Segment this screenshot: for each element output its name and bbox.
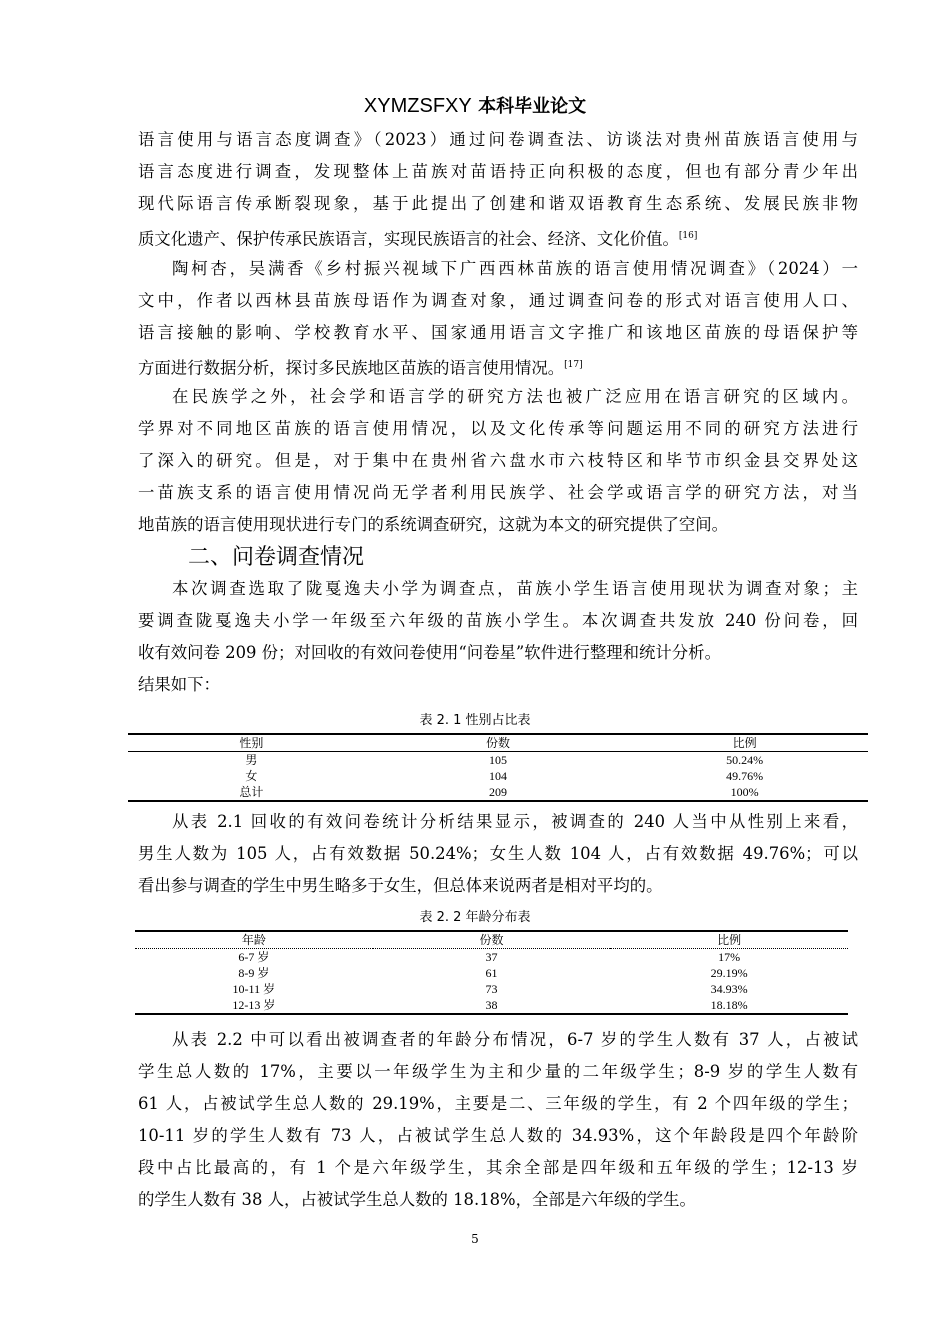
paragraph-line bbox=[172, 1028, 858, 1052]
table-cell: 209 bbox=[488, 785, 507, 799]
paragraph-line bbox=[138, 481, 858, 505]
paragraph-line bbox=[138, 1156, 858, 1180]
table-header: 份数 bbox=[375, 734, 622, 752]
table-cell: 18.18% bbox=[710, 998, 748, 1012]
line-text: 文中，作者以西林县苗族母语作为调查对象，通过调查问卷的形式对语言使用人口、 bbox=[138, 291, 858, 310]
paragraph-line bbox=[138, 160, 858, 184]
table-header: 性别 bbox=[128, 734, 375, 752]
line-text: 方面进行数据分析，探讨多民族地区苗族的语言使用情况。 bbox=[138, 358, 565, 378]
table-cell: 17% bbox=[718, 950, 741, 964]
paragraph-line bbox=[138, 1060, 858, 1084]
table-cell: 34.93% bbox=[710, 982, 748, 996]
gender-table bbox=[128, 733, 868, 802]
paragraph-line bbox=[138, 1188, 858, 1212]
table-cell: 38 bbox=[485, 998, 498, 1012]
table-row bbox=[135, 981, 848, 997]
table-header: 份数 bbox=[373, 931, 611, 949]
line-text: 10-11 岁的学生人数有 73 人，占被试学生总人数的 34.93%，这个年龄段是四个年龄阶 bbox=[138, 1126, 858, 1145]
paragraph-line bbox=[138, 321, 858, 345]
paragraph-line bbox=[138, 609, 858, 633]
table-cell: 61 bbox=[485, 966, 498, 980]
age-table bbox=[135, 930, 848, 1015]
table-row bbox=[128, 752, 868, 769]
table-row bbox=[135, 949, 848, 966]
paragraph-line bbox=[138, 1124, 858, 1148]
line-text: 段中占比最高的，有 1 个是六年级学生，其余全部是四年级和五年级的学生；12-13 岁 bbox=[138, 1158, 858, 1177]
citation-ref: [17] bbox=[564, 360, 583, 370]
table-row bbox=[128, 784, 868, 801]
table-cell: 8-9 岁 bbox=[238, 966, 270, 980]
table-header: 年龄 bbox=[135, 931, 373, 949]
line-text: 结果如下： bbox=[138, 675, 220, 694]
paragraph-line bbox=[138, 224, 858, 248]
line-text: 学界对不同地区苗族的语言使用情况，以及文化传承等问题运用不同的研究方法进行 bbox=[138, 419, 858, 438]
paragraph-line bbox=[138, 513, 858, 537]
paragraph-line bbox=[138, 289, 858, 313]
header-title: 本科毕业论文 bbox=[478, 96, 587, 117]
line-text: 在民族学之外，社会学和语言学的研究方法也被广泛应用在语言研究的区域内。 bbox=[172, 387, 858, 406]
paragraph-line bbox=[138, 874, 858, 898]
line-text: 语言使用与语言态度调查》（2023）通过问卷调查法、访谈法对贵州苗族语言使用与 bbox=[138, 130, 858, 149]
table-cell: 男 bbox=[245, 753, 258, 767]
table-cell: 73 bbox=[485, 982, 498, 996]
paragraph-line bbox=[138, 353, 858, 377]
paragraph-line bbox=[138, 192, 858, 216]
paragraph-line bbox=[138, 128, 858, 152]
line-text: 男生人数为 105 人，占有效数据 50.24%；女生人数 104 人，占有效数据 49.76%；可以 bbox=[138, 844, 858, 863]
paragraph-line bbox=[138, 449, 858, 473]
paragraph-line bbox=[172, 257, 858, 281]
table-cell: 6-7 岁 bbox=[238, 950, 270, 964]
page-number: 5 bbox=[471, 1232, 479, 1246]
line-text: 收有效问卷 209 份；对回收的有效问卷使用“问卷星”软件进行整理和统计分析。 bbox=[138, 643, 721, 662]
line-text: 了深入的研究。但是，对于集中在贵州省六盘水市六枝特区和毕节市织金县交界处这 bbox=[138, 451, 858, 470]
line-text: 语言态度进行调查，发现整体上苗族对苗语持正向积极的态度，但也有部分青少年出 bbox=[138, 162, 858, 181]
line-text: 质文化遗产、保护传承民族语言，实现民族语言的社会、经济、文化价值。 bbox=[138, 229, 679, 249]
table-row bbox=[128, 768, 868, 784]
table-header: 比例 bbox=[610, 931, 848, 949]
line-text: 一苗族支系的语言使用情况尚无学者利用民族学、社会学或语言学的研究方法，对当 bbox=[138, 483, 858, 502]
table-cell: 女 bbox=[245, 769, 258, 783]
paragraph-line bbox=[138, 1092, 858, 1116]
page-header bbox=[0, 92, 950, 118]
line-text: 的学生人数有 38 人，占被试学生总人数的 18.18%，全部是六年级的学生。 bbox=[138, 1190, 696, 1209]
line-text: 陶柯杏，吴满香《乡村振兴视域下广西西林苗族的语言使用情况调查》（2024）一 bbox=[172, 259, 858, 278]
table-cell: 100% bbox=[730, 785, 759, 799]
table-row bbox=[135, 965, 848, 981]
table-cell: 49.76% bbox=[726, 769, 764, 783]
table-cell: 105 bbox=[488, 753, 507, 767]
table-cell: 50.24% bbox=[726, 753, 764, 767]
table-cell: 104 bbox=[488, 769, 507, 783]
line-text: 现代际语言传承断裂现象，基于此提出了创建和谐双语教育生态系统、发展民族非物 bbox=[138, 194, 858, 213]
line-text: 本次调查选取了陇戛逸夫小学为调查点，苗族小学生语言使用现状为调查对象；主 bbox=[172, 579, 858, 598]
line-text: 61 人，占被试学生总人数的 29.19%，主要是二、三年级的学生，有 2 个四年级的学生； bbox=[138, 1094, 858, 1113]
table-cell: 12-13 岁 bbox=[232, 998, 276, 1012]
line-text: 看出参与调查的学生中男生略多于女生，但总体来说两者是相对平均的。 bbox=[138, 876, 663, 895]
paragraph-line bbox=[172, 577, 858, 601]
paragraph-line bbox=[172, 810, 858, 834]
citation-ref: [16] bbox=[678, 231, 698, 241]
section-heading: 二、问卷调查情况 bbox=[188, 545, 365, 570]
table2-caption: 表 2. 2 年龄分布表 bbox=[419, 910, 531, 925]
paragraph-line bbox=[138, 673, 858, 697]
line-text: 从表 2.2 中可以看出被调查者的年龄分布情况，6-7 岁的学生人数有 37 人，占被试 bbox=[172, 1030, 858, 1049]
table-cell: 总计 bbox=[239, 785, 264, 799]
paragraph-line bbox=[138, 641, 858, 665]
table-cell: 29.19% bbox=[710, 966, 748, 980]
line-text: 语言接触的影响、学校教育水平、国家通用语言文字推广和该地区苗族的母语保护等 bbox=[138, 323, 858, 342]
paragraph-line bbox=[172, 385, 858, 409]
table-cell: 10-11 岁 bbox=[232, 982, 276, 996]
table1-caption: 表 2. 1 性别占比表 bbox=[419, 713, 531, 728]
paragraph-line bbox=[138, 842, 858, 866]
table-header: 比例 bbox=[621, 734, 868, 752]
line-text: 要调查陇戛逸夫小学一年级至六年级的苗族小学生。本次调查共发放 240 份问卷，回 bbox=[138, 611, 858, 630]
paragraph-line bbox=[138, 417, 858, 441]
table-cell: 37 bbox=[485, 950, 498, 964]
line-text: 学生总人数的 17%，主要以一年级学生为主和少量的二年级学生；8-9 岁的学生人数有 bbox=[138, 1062, 858, 1081]
line-text: 地苗族的语言使用现状进行专门的系统调查研究，这就为本文的研究提供了空间。 bbox=[138, 515, 729, 534]
line-text: 从表 2.1 回收的有效问卷统计分析结果显示，被调查的 240 人当中从性别上来看， bbox=[172, 812, 858, 831]
table-row bbox=[135, 997, 848, 1014]
header-code: XYMZSFXY bbox=[363, 95, 472, 117]
